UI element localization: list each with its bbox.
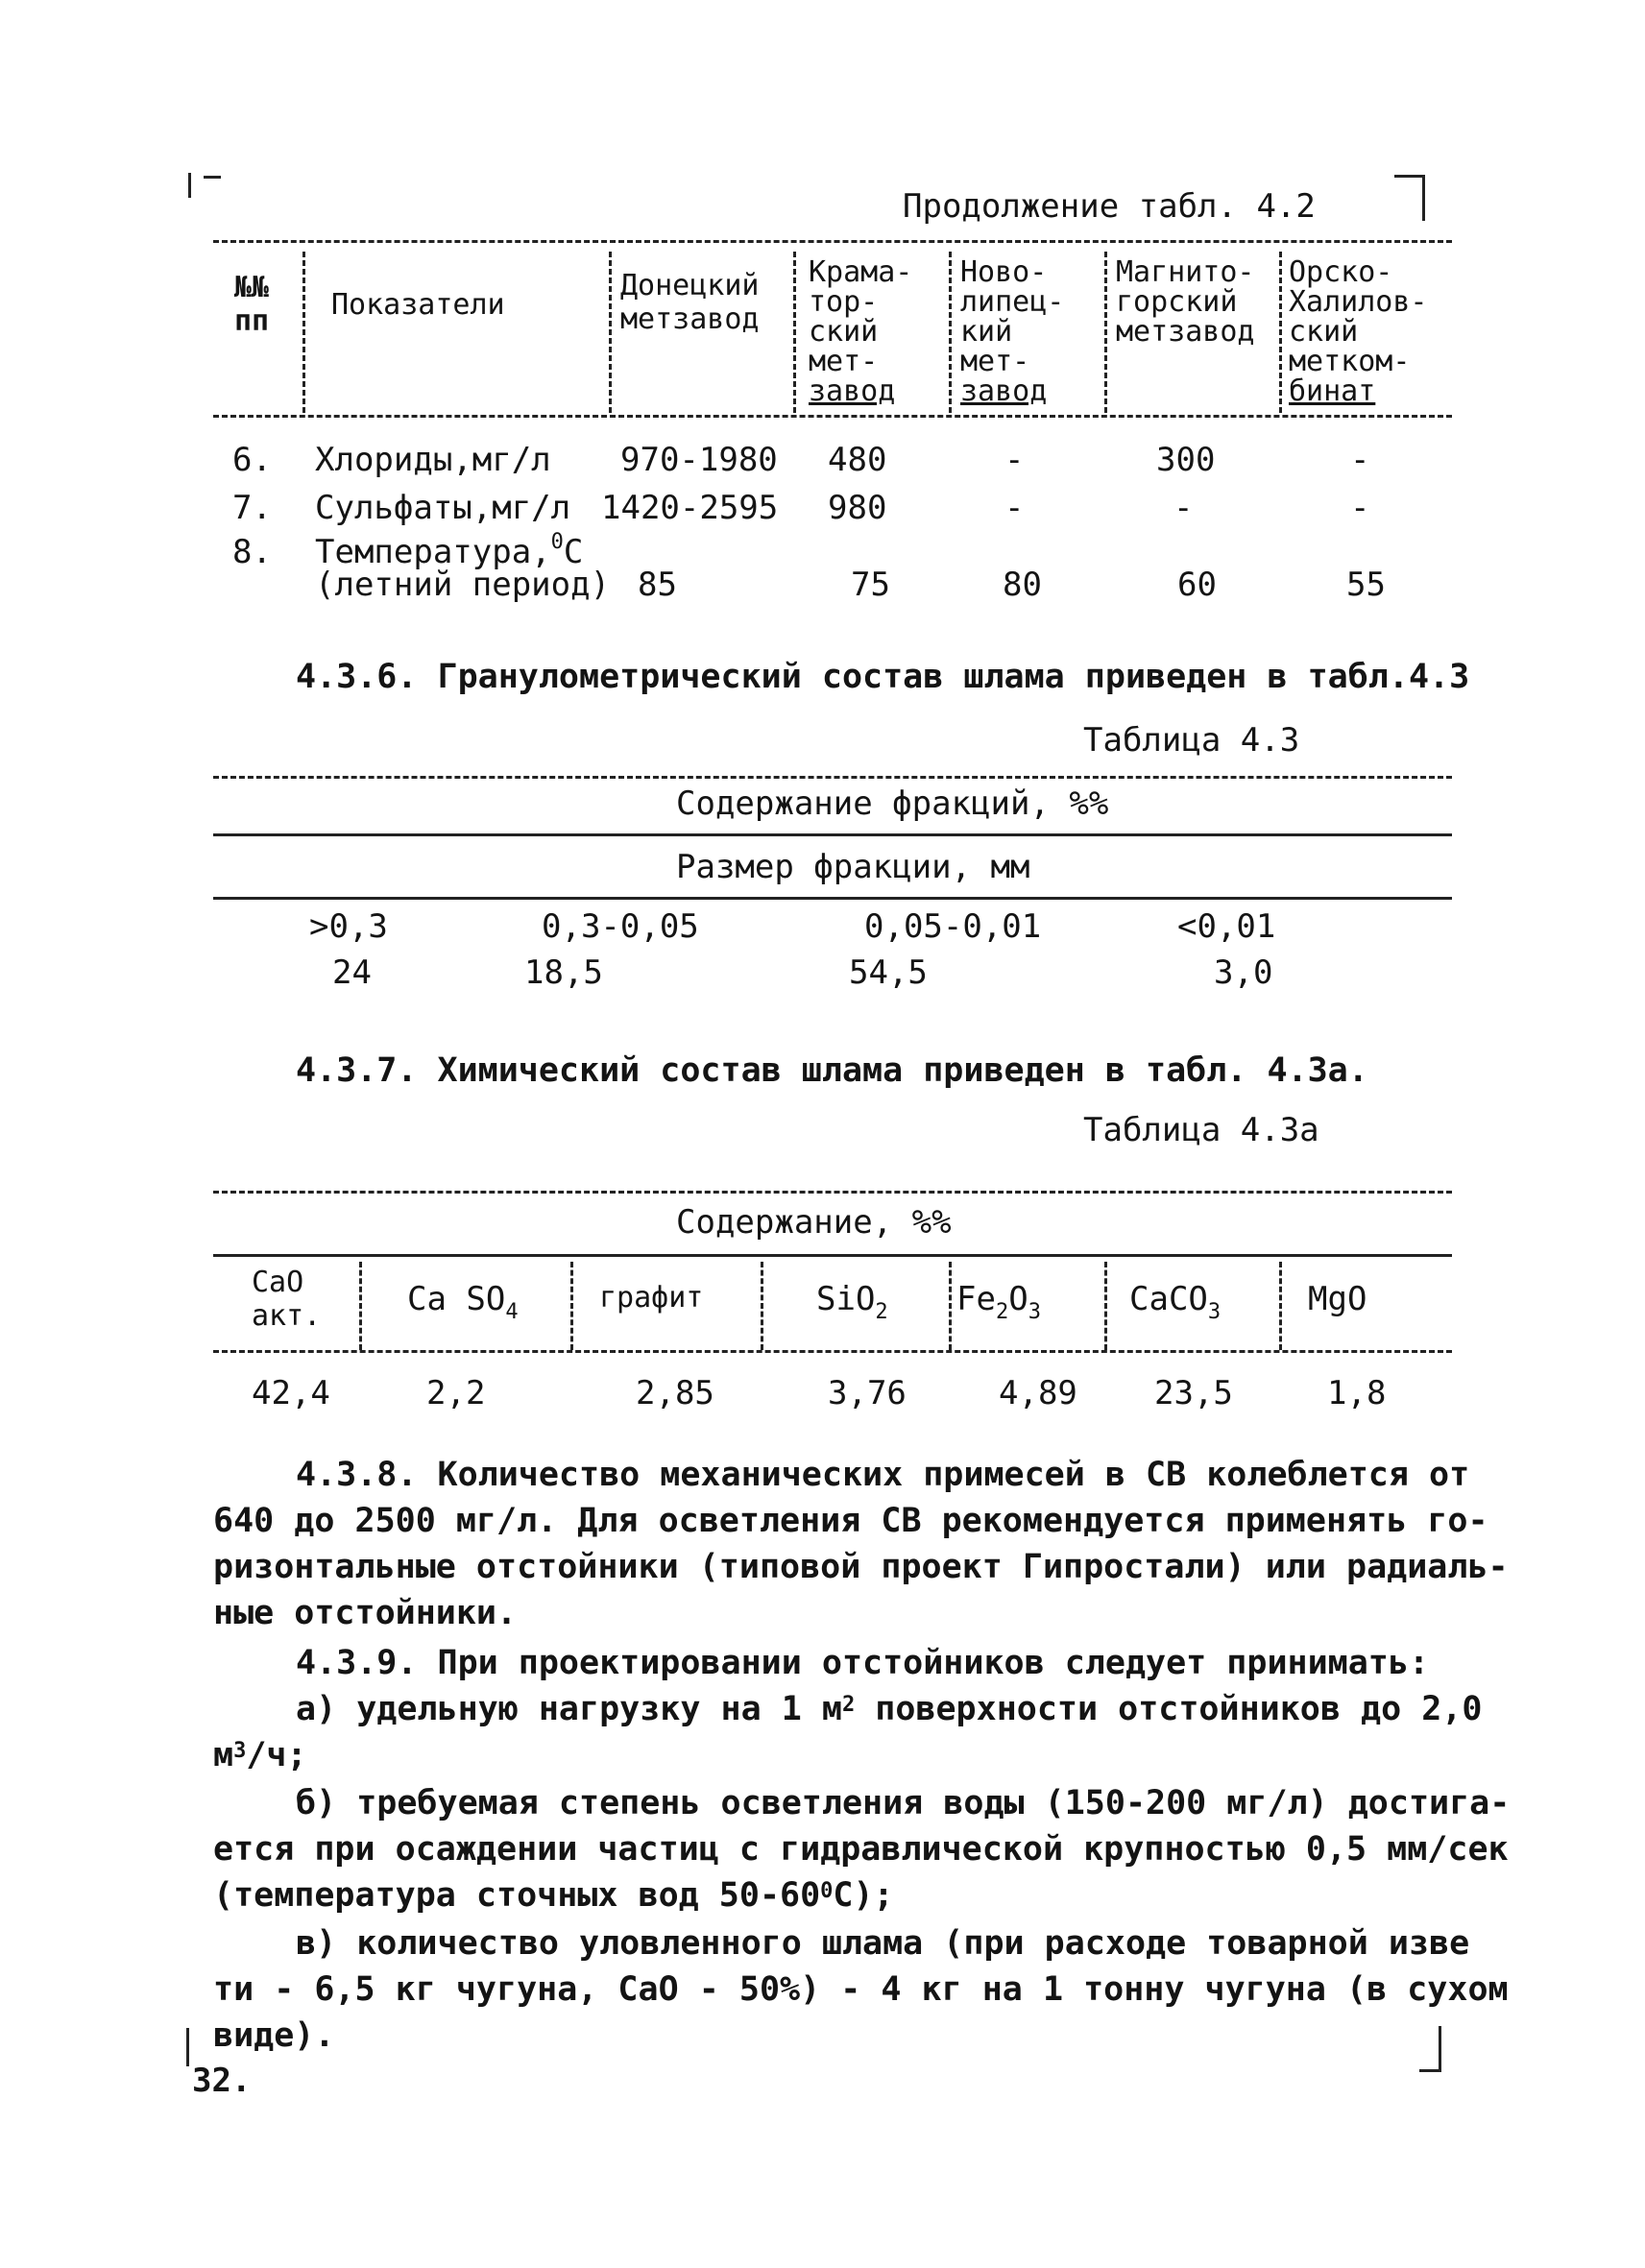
paragraph-4-3-8-line1: 4.3.8. Количество механических примесей в СВ колеблется от: [296, 1456, 1470, 1494]
table43-value-4: 3,0: [1214, 953, 1273, 992]
table42-row8-label2: (летний период): [315, 566, 611, 604]
table43a-col-caco3: CaCO$_3$: [1129, 1280, 1222, 1324]
table43a-value-sio2: 3,76: [828, 1374, 907, 1412]
table42-sep-3: [793, 252, 796, 413]
item-a-line2: $м^3/ч$;: [213, 1736, 307, 1774]
item-c-line1: в) количество уловленного шлама (при расходе товарной изве: [296, 1924, 1470, 1963]
table43a-top-rule: [213, 1191, 1452, 1194]
table42-row8-val3: 80: [1003, 566, 1042, 604]
table43-value-1: 24: [332, 953, 372, 992]
corner-mark-top-left: [188, 173, 191, 198]
table42-sep-6: [1279, 252, 1282, 413]
table42-sep-1: [302, 252, 305, 413]
table43-caption: Таблица 4.3: [1083, 721, 1300, 760]
table42-row6-val4: 300: [1156, 441, 1216, 479]
corner-mark-bottom-left: [186, 2028, 189, 2066]
table42-row6-val2: 480: [828, 441, 887, 479]
table43a-col-fe2o3: $Fe_2O_3$: [956, 1280, 1041, 1324]
table43a-col-graphite: графит: [599, 1281, 704, 1315]
table43a-col-caso4: Ca $SO_4$: [407, 1280, 519, 1324]
paragraph-4-3-9: 4.3.9. При проектировании отстойников следует принимать:: [296, 1644, 1430, 1682]
table43a-col-cao: CaO акт.: [252, 1266, 322, 1333]
table43-top-rule: [213, 776, 1452, 779]
table43a-rule-1: [213, 1254, 1452, 1257]
table42-row6-val3: -: [1004, 441, 1025, 479]
table42-row6-val1: 970-1980: [620, 441, 778, 479]
table43-size-3: 0,05-0,01: [864, 907, 1042, 946]
item-b-line1: б) требуемая степень осветления воды (150-200 мг/л) достига-: [296, 1784, 1511, 1822]
table42-header-indicator: Показатели: [331, 288, 505, 322]
table43a-col-sio2: SiO$_2$: [816, 1280, 888, 1324]
table43-size-1: >0,3: [309, 907, 388, 946]
table42-top-rule: [213, 240, 1452, 243]
table42-header-col1: Донецкий метзавод: [620, 269, 760, 336]
table43a-value-cao: 42,4: [252, 1374, 330, 1412]
paragraph-4-3-6: 4.3.6. Гранулометрический состав шлама приведен в табл.4.3: [296, 658, 1470, 696]
paragraph-4-3-7: 4.3.7. Химический состав шлама приведен в табл. 4.3а.: [296, 1051, 1368, 1090]
item-c-line2: ти - 6,5 кг чугуна, CaO - 50%) - 4 кг на 1 тонну чугуна (в сухом: [213, 1970, 1509, 2009]
table43a-value-caco3: 23,5: [1154, 1374, 1233, 1412]
table42-header-col3: Ново- липец- кий мет- завод: [960, 255, 1065, 408]
item-b-line3: (температура сточных вод $50-60^0С$);: [213, 1876, 894, 1915]
table42-row7-val4: -: [1173, 489, 1194, 527]
table43a-sep-4: [949, 1262, 952, 1350]
table43a-value-graphite: 2,85: [636, 1374, 714, 1412]
table43-rule-1: [213, 833, 1452, 836]
table42-row7-val3: -: [1004, 489, 1025, 527]
table43-header1: Содержание фракций, %%: [676, 784, 1109, 823]
table43a-header-rule: [213, 1350, 1452, 1353]
table43-size-2: 0,3-0,05: [542, 907, 699, 946]
item-c-line3: виде).: [213, 2016, 335, 2055]
table42-sep-5: [1104, 252, 1107, 413]
table43a-header: Содержание, %%: [676, 1203, 952, 1242]
table43a-caption: Таблица 4.3а: [1083, 1111, 1319, 1149]
table42-row8-num: 8.: [232, 533, 272, 571]
table42-header-rule: [213, 415, 1452, 418]
table42-row8-val5: 55: [1346, 566, 1386, 604]
table42-header-col2: Крама- тор- ский мет- завод: [809, 255, 913, 408]
table43-rule-2: [213, 897, 1452, 900]
table43a-value-mgo: 1,8: [1327, 1374, 1387, 1412]
table42-row6-num: 6.: [232, 441, 272, 479]
table42-row8-val1: 85: [638, 566, 677, 604]
table43a-value-caso4: 2,2: [426, 1374, 486, 1412]
page-number: 32.: [192, 2062, 252, 2100]
table42-row7-val5: -: [1350, 489, 1370, 527]
table42-header-col4: Магнито- горский метзавод: [1116, 255, 1255, 349]
table43a-sep-6: [1279, 1262, 1282, 1350]
corner-mark-top-right-vert: [1422, 175, 1425, 221]
table42-row7-val1: 1420-2595: [601, 489, 779, 527]
table43a-sep-1: [359, 1262, 362, 1350]
table43a-value-fe2o3: 4,89: [999, 1374, 1077, 1412]
continuation-title: Продолжение табл. 4.2: [903, 187, 1316, 226]
table42-row6-label: Хлориды,мг/л: [315, 441, 551, 479]
table43a-col-mgo: MgO: [1308, 1280, 1367, 1318]
corner-mark-bottom-right: [1439, 2026, 1441, 2072]
table43-header2: Размер фракции, мм: [676, 848, 1030, 886]
table42-header-num: №№ пп: [234, 271, 270, 338]
table42-row7-val2: 980: [828, 489, 887, 527]
table43-value-2: 18,5: [524, 953, 603, 992]
table43a-sep-5: [1104, 1262, 1107, 1350]
corner-mark-bottom-right-tick: [1419, 2069, 1440, 2072]
corner-mark-top-right: [1394, 175, 1425, 178]
corner-mark-top-left-tick: [204, 176, 221, 179]
table42-row6-val5: -: [1350, 441, 1370, 479]
table42-header-col5: Орско- Халилов- ский метком- бинат: [1289, 255, 1428, 408]
table43a-sep-2: [570, 1262, 573, 1350]
item-b-line2: ется при осаждении частиц с гидравлической крупностью 0,5 мм/сек: [213, 1830, 1509, 1869]
item-a-line1: а) удельную нагрузку на 1 $м^2$ поверхности отстойников до 2,0: [296, 1690, 1483, 1728]
table43-size-4: <0,01: [1177, 907, 1276, 946]
table42-row8-val2: 75: [851, 566, 890, 604]
table42-row7-num: 7.: [232, 489, 272, 527]
table42-sep-2: [609, 252, 612, 413]
table42-row8-val4: 60: [1177, 566, 1217, 604]
paragraph-4-3-8-line4: ные отстойники.: [213, 1594, 518, 1632]
paragraph-4-3-8-line2: 640 до 2500 мг/л. Для осветления СВ рекомендуется применять го-: [213, 1502, 1488, 1540]
table42-row7-label: Сульфаты,мг/л: [315, 489, 571, 527]
table42-row8-label: Температура,$^0$С: [315, 530, 584, 571]
paragraph-4-3-8-line3: ризонтальные отстойники (типовой проект Гипростали) или радиаль-: [213, 1548, 1509, 1586]
table43a-sep-3: [761, 1262, 763, 1350]
table42-sep-4: [949, 252, 952, 413]
table43-value-3: 54,5: [849, 953, 928, 992]
